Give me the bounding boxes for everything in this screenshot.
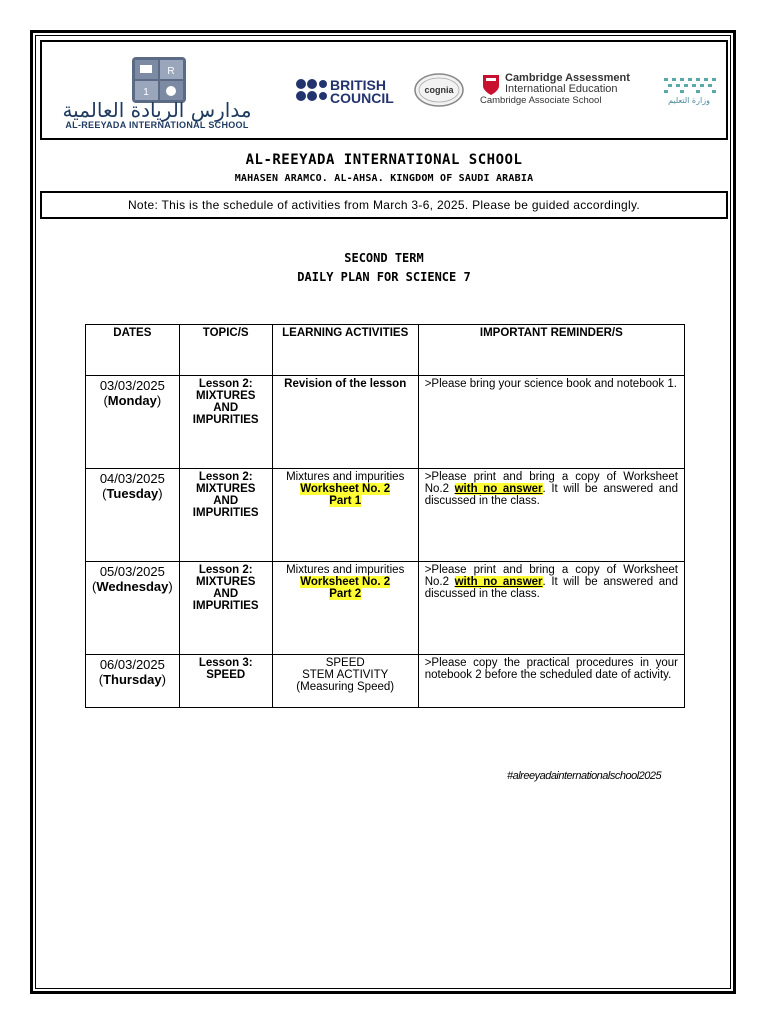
header-dates: DATES xyxy=(86,325,180,376)
date-cell: 04/03/2025 (Tuesday) xyxy=(86,469,180,562)
cambridge-associate-label: Cambridge Associate School xyxy=(480,95,602,106)
table-row xyxy=(86,469,685,562)
schedule-note: Note: This is the schedule of activities from March 3-6, 2025. Please be guided accordingly. xyxy=(40,191,728,219)
topic-cell: Lesson 3: SPEED xyxy=(179,655,272,708)
activity-cell: Revision of the lesson xyxy=(272,376,418,469)
cambridge-shield-icon xyxy=(482,74,500,96)
school-name-heading: AL-REEYADA INTERNATIONAL SCHOOL xyxy=(245,152,523,168)
reminder-cell: >Please copy the practical procedures in your notebook 2 before the scheduled date of activity. xyxy=(418,655,684,708)
school-address: MAHASEN ARAMCO. AL-AHSA. KINGDOM OF SAUDI ARABIA xyxy=(234,173,534,184)
reminder-cell: >Please print and bring a copy of Worksheet No.2 with no answer. It will be answered and discussed in the class. xyxy=(418,469,684,562)
table-header-row xyxy=(86,325,685,376)
header-topics: TOPIC/S xyxy=(179,325,272,376)
table-row xyxy=(86,376,685,469)
cambridge-logo-title: Cambridge Assessment International Education xyxy=(505,72,630,95)
topic-cell: Lesson 2: MIXTURES AND IMPURITIES xyxy=(179,562,272,655)
school-hashtag: #alreeyadainternationalschool2025 xyxy=(507,770,662,782)
ministry-education-label: وزارة التعليم xyxy=(668,96,710,105)
school-logo-english-name: AL-REEYADA INTERNATIONAL SCHOOL xyxy=(65,120,249,130)
daily-plan-table xyxy=(85,324,685,708)
reminder-cell: >Please print and bring a copy of Worksheet No.2 with no answer. It will be answered and discussed in the class. xyxy=(418,562,684,655)
british-council-dots-icon xyxy=(295,78,327,104)
term-heading: SECOND TERM xyxy=(344,251,424,265)
topic-cell: Lesson 2: MIXTURES AND IMPURITIES xyxy=(179,469,272,562)
header-reminders: IMPORTANT REMINDER/S xyxy=(418,325,684,376)
date-cell: 05/03/2025 (Wednesday) xyxy=(86,562,180,655)
svg-text:R: R xyxy=(167,66,175,77)
date-cell: 03/03/2025 (Monday) xyxy=(86,376,180,469)
activity-cell: SPEED STEM ACTIVITY (Measuring Speed) xyxy=(272,655,418,708)
table-row xyxy=(86,655,685,708)
topic-cell: Lesson 2: MIXTURES AND IMPURITIES xyxy=(179,376,272,469)
plan-title: DAILY PLAN FOR SCIENCE 7 xyxy=(297,270,471,284)
svg-text:1: 1 xyxy=(143,87,149,98)
activity-cell: Mixtures and impurities Worksheet No. 2 Part 1 xyxy=(272,469,418,562)
table-row xyxy=(86,562,685,655)
british-council-logo: BRITISH COUNCIL xyxy=(330,77,394,106)
school-shield-logo xyxy=(132,57,186,103)
school-arabic-name: مدارس الريادة العالمية xyxy=(62,98,252,122)
header-activities: LEARNING ACTIVITIES xyxy=(272,325,418,376)
reminder-cell: >Please bring your science book and notebook 1. xyxy=(418,376,684,469)
cognia-logo: cognia xyxy=(424,85,454,95)
activity-cell: Mixtures and impurities Worksheet No. 2 Part 2 xyxy=(272,562,418,655)
date-cell: 06/03/2025 (Thursday) xyxy=(86,655,180,708)
